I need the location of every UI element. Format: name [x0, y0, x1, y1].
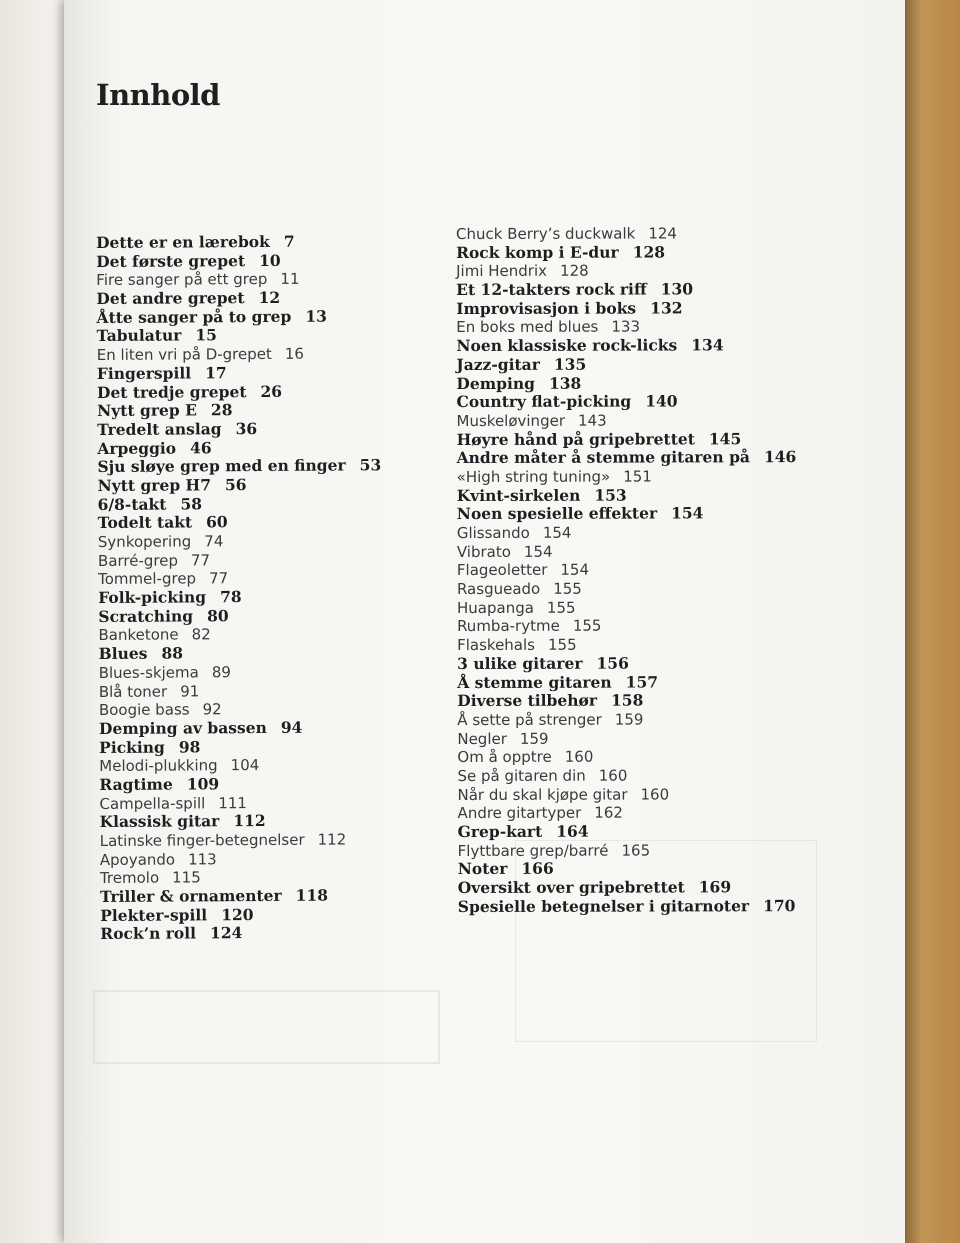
toc-entry-title: Noter [457, 859, 508, 879]
toc-entry [458, 841, 798, 861]
toc-entry-page: 155 [572, 617, 602, 636]
toc-entry-page: 36 [235, 418, 258, 439]
toc-entry [97, 344, 381, 364]
toc-entry-title: Det andre grepet [96, 288, 245, 309]
toc-entry-title: Country flat-picking [456, 391, 632, 412]
toc-entry-title: Blues [98, 643, 148, 664]
toc-entry-page: 146 [763, 447, 797, 467]
toc-entry-title: Tabulatur [96, 325, 182, 346]
toc-entry-title: Tredelt anslag [97, 419, 222, 439]
toc-entry [456, 243, 796, 263]
toc-entry [100, 905, 384, 925]
toc-entry [99, 662, 383, 682]
toc-entry-page: 156 [596, 653, 629, 673]
toc-entry-page: 140 [645, 391, 678, 411]
toc-entry-title: Blå toner [98, 682, 168, 701]
toc-entry-page: 162 [594, 803, 623, 822]
toc-entry-title: Jazz-gitar [456, 354, 540, 374]
toc-entry [99, 774, 383, 794]
toc-entry-title: Å stemme gitaren [457, 672, 612, 692]
toc-entry-title: Ragtime [99, 774, 173, 794]
toc-entry-title: Triller & ornamenter [99, 885, 282, 907]
toc-entry-page: 151 [623, 467, 652, 486]
toc-entry-page: 155 [553, 579, 582, 598]
toc-entry [100, 830, 384, 850]
toc-entry [456, 261, 796, 281]
toc-entry [98, 569, 382, 589]
toc-entry-page: 169 [698, 877, 732, 897]
toc-entry-page: 98 [178, 736, 201, 757]
toc-entry [100, 849, 384, 869]
toc-entry-page: 124 [209, 923, 243, 943]
toc-entry-page: 165 [621, 841, 651, 860]
toc-left-column [96, 232, 384, 944]
toc-entry [96, 307, 380, 327]
toc-entry-title: Picking [99, 737, 165, 757]
toc-entry-title: 6/8-takt [97, 494, 167, 514]
toc-entry-page: 155 [546, 598, 576, 617]
toc-entry [456, 336, 796, 356]
toc-entry-page: 133 [611, 317, 641, 337]
toc-entry-page: 154 [560, 561, 590, 580]
toc-entry [97, 326, 381, 346]
toc-entry-page: 15 [195, 325, 217, 345]
toc-entry [458, 859, 798, 879]
toc-entry [457, 673, 797, 693]
toc-entry-page: 46 [190, 437, 212, 457]
toc-entry-page: 160 [564, 747, 594, 766]
toc-entry-title: Høyre hånd på gripebrettet [456, 428, 695, 449]
toc-entry-title: Se på gitaren din [457, 766, 586, 785]
toc-entry-title: Å sette på strenger [457, 710, 602, 729]
toc-right-column [456, 224, 798, 916]
toc-entry-page: 74 [204, 532, 224, 551]
toc-entry-page: 112 [233, 811, 266, 831]
toc-entry [457, 542, 797, 562]
toc-entry-page: 157 [625, 671, 659, 692]
toc-entry [457, 504, 797, 524]
toc-entry [97, 363, 381, 383]
toc-entry [100, 812, 384, 832]
toc-entry-page: 154 [671, 503, 704, 523]
toc-entry-title: Oversikt over gripebrettet [457, 877, 685, 898]
toc-entry-title: Glissando [456, 523, 530, 542]
toc-entry-title: Grep-kart [457, 821, 543, 841]
toc-entry-title: Noen spesielle effekter [456, 503, 658, 524]
toc-entry [458, 897, 798, 917]
toc-entry-title: Muskeløvinger [456, 411, 566, 430]
toc-entry-title: Tommel-grep [98, 569, 197, 589]
toc-entry-page: 130 [660, 279, 694, 299]
toc-entry-title: Rumba-rytme [457, 617, 560, 636]
toc-entry [99, 793, 383, 813]
toc-entry [456, 355, 796, 375]
toc-entry-page: 26 [260, 381, 283, 401]
toc-entry [97, 457, 381, 477]
toc-entry [457, 430, 797, 450]
toc-entry [99, 737, 383, 757]
toc-entry-title: Boogie bass [98, 700, 190, 720]
toc-entry-page: 78 [219, 587, 242, 607]
toc-entry-title: Synkopering [97, 532, 192, 551]
toc-entry-title: Folk-picking [98, 587, 207, 608]
toc-entry [96, 232, 380, 252]
toc-entry-title: Blues-skjema [98, 663, 199, 682]
toc-entry-title: Når du skal kjøpe gitar [457, 785, 628, 804]
table-background [905, 0, 960, 1243]
toc-entry [457, 448, 797, 468]
toc-entry [457, 486, 797, 506]
toc-entry-title: Det første grepet [96, 250, 246, 271]
toc-entry [457, 598, 797, 618]
toc-entry-title: Andre gitartyper [457, 803, 582, 823]
toc-entry-page: 143 [577, 411, 607, 430]
toc-entry-page: 145 [708, 428, 742, 448]
toc-entry-title: Spesielle betegnelser i gitarnoter [457, 895, 750, 916]
toc-entry-page: 160 [598, 766, 628, 785]
toc-entry [98, 606, 382, 626]
toc-entry [99, 681, 383, 701]
toc-entry [457, 654, 797, 674]
toc-entry [456, 411, 796, 431]
toc-entry [457, 785, 797, 805]
toc-entry-title: 3 ulike gitarer [457, 653, 583, 673]
toc-entry [99, 643, 383, 663]
toc-entry-title: Apoyando [99, 850, 176, 869]
toc-entry [100, 868, 384, 888]
toc-entry-page: 91 [180, 681, 200, 700]
toc-entry-page: 94 [280, 717, 303, 737]
toc-entry-page: 138 [548, 373, 582, 393]
toc-entry-page: 159 [614, 710, 644, 729]
toc-entry [457, 467, 797, 487]
toc-entry-page: 154 [542, 523, 572, 542]
toc-entry [97, 382, 381, 402]
toc-entry-page: 89 [211, 662, 231, 682]
toc-entry-title: Plekter-spill [100, 905, 208, 925]
toc-entry-page: 153 [594, 485, 627, 505]
toc-entry-title: Chuck Berry’s duckwalk [456, 224, 636, 243]
toc-entry-page: 16 [284, 344, 305, 363]
toc-entry-page: 77 [208, 569, 229, 588]
toc-entry-title: Nytt grep H7 [97, 475, 212, 495]
toc-entry-title: Scratching [98, 606, 194, 626]
toc-entry-page: 56 [224, 475, 247, 495]
toc-entry-page: 80 [206, 605, 229, 626]
toc-entry-page: 13 [305, 306, 327, 326]
toc-entry [457, 560, 797, 580]
toc-entry-title: Om å opptre [457, 748, 552, 767]
toc-entry [98, 513, 382, 533]
toc-entry-page: 109 [186, 774, 220, 794]
toc-entry-title: Åtte sanger på to grep [96, 306, 292, 327]
toc-entry-title: Rasgueado [456, 579, 541, 599]
toc-entry-page: 53 [359, 455, 382, 475]
toc-entry-page: 118 [295, 885, 329, 905]
toc-entry-title: Improvisasjon i boks [456, 298, 637, 318]
toc-entry-title: Negler [457, 729, 507, 748]
toc-entry [456, 224, 796, 244]
toc-entry-page: 135 [553, 354, 587, 374]
toc-entry-page: 17 [205, 363, 227, 383]
toc-entry [457, 617, 797, 637]
toc-entry-title: Huapanga [456, 598, 534, 617]
toc-entry [97, 475, 381, 495]
toc-entry [456, 392, 796, 412]
toc-entry-page: 159 [519, 729, 549, 748]
toc-entry [457, 523, 797, 543]
toc-entry-title: Flyttbare grep/barré [457, 841, 609, 860]
toc-entry [456, 299, 796, 319]
toc-entry-page: 10 [259, 250, 281, 270]
toc-entry-page: 112 [317, 830, 347, 849]
toc-entry-title: Fire sanger på ett grep [96, 270, 268, 290]
toc-entry [456, 374, 796, 394]
toc-entry [98, 494, 382, 514]
toc-entry [99, 718, 383, 738]
toc-entry [98, 625, 382, 645]
toc-entry-page: 160 [640, 785, 670, 804]
toc-entry-title: Klassisk gitar [99, 811, 220, 832]
toc-entry-page: 154 [523, 542, 553, 561]
toc-entry-title: Sju sløye grep med en finger [97, 455, 346, 477]
toc-entry-page: 113 [187, 849, 217, 869]
toc-entry-page: 164 [556, 821, 589, 841]
toc-entry-page: 132 [650, 298, 683, 318]
toc-entry [457, 635, 797, 655]
toc-entry-title: Latinske finger-betegnelser [99, 830, 305, 850]
toc-entry-page: 115 [172, 868, 201, 887]
toc-entry-page: 111 [218, 793, 247, 812]
toc-entry [97, 419, 381, 439]
toc-entry-page: 7 [283, 231, 295, 251]
toc-entry-title: Noen klassiske rock-licks [456, 335, 678, 356]
toc-entry [457, 579, 797, 599]
toc-entry-title: En liten vri på D-grepet [96, 345, 272, 365]
toc-entry-title: Flageoletter [456, 561, 548, 580]
toc-entry [457, 766, 797, 786]
toc-entry [98, 587, 382, 607]
toc-entry [98, 550, 382, 570]
toc-entry-title: «High string tuning» [456, 467, 611, 486]
toc-entry [96, 288, 380, 308]
toc-entry [456, 318, 796, 338]
toc-entry-title: Et 12-takters rock riff [456, 279, 647, 300]
toc-entry-page: 60 [206, 512, 228, 532]
page-title: Innhold [96, 78, 220, 112]
toc-entry-title: Tremolo [99, 869, 160, 888]
toc-entry-title: Barré-grep [97, 551, 179, 570]
toc-entry-page: 124 [648, 224, 677, 243]
toc-entry-page: 82 [191, 625, 211, 644]
toc-entry-page: 166 [521, 859, 554, 879]
toc-entry-title: Flaskehals [457, 635, 535, 655]
toc-entry-title: Todelt takt [97, 512, 193, 533]
toc-entry-title: Demping [456, 373, 535, 393]
toc-entry-page: 128 [632, 242, 666, 262]
toc-entry [100, 886, 384, 906]
toc-entry-page: 11 [280, 270, 300, 289]
toc-entry-page: 158 [610, 690, 644, 710]
toc-entry-page: 77 [190, 550, 211, 570]
toc-entry [96, 270, 380, 290]
toc-entry-title: Jimi Hendrix [456, 262, 548, 281]
toc-entry-title: Diverse tilbehør [457, 690, 598, 711]
toc-entry [458, 803, 798, 823]
toc-entry [457, 710, 797, 730]
toc-entry-page: 12 [258, 287, 281, 308]
toc-entry-page: 170 [763, 895, 796, 915]
toc-entry [457, 729, 797, 749]
toc-entry-title: Det tredje grepet [96, 381, 247, 402]
toc-entry-title: Vibrato [456, 542, 511, 561]
toc-entry-page: 155 [547, 635, 577, 654]
toc-entry-title: Rock komp i E-dur [456, 242, 619, 262]
toc-entry-page: 92 [202, 700, 222, 719]
toc-entry-title: Arpeggio [97, 438, 177, 458]
toc-entry-title: Kvint-sirkelen [456, 485, 581, 505]
toc-entry [458, 822, 798, 842]
toc-entry-title: Andre måter å stemme gitaren på [456, 447, 750, 468]
toc-entry-title: Banketone [98, 625, 179, 645]
toc-entry-title: En boks med blues [456, 318, 599, 337]
toc-entry-page: 134 [691, 335, 724, 355]
toc-entry-title: Melodi-plukking [99, 756, 218, 776]
toc-entry [99, 756, 383, 776]
toc-entry [458, 878, 798, 898]
toc-entry [98, 531, 382, 551]
toc-entry [99, 699, 383, 719]
toc-entry-page: 28 [210, 400, 233, 420]
toc-entry-page: 104 [230, 756, 260, 775]
toc-entry [457, 747, 797, 767]
toc-entry [97, 400, 381, 420]
toc-entry-title: Dette er en lærebok [95, 231, 270, 252]
toc-entry [456, 280, 796, 300]
toc-entry-title: Nytt grep E [97, 400, 197, 421]
toc-entry-title: Rock’n roll [100, 923, 197, 944]
toc-entry-page: 88 [161, 643, 184, 663]
toc-entry-title: Campella-spill [99, 793, 206, 813]
toc-entry [457, 691, 797, 711]
toc-entry-page: 120 [221, 904, 254, 924]
toc-entry-title: Fingerspill [96, 363, 192, 383]
toc-entry [96, 251, 380, 271]
toc-entry-title: Demping av bassen [98, 717, 267, 738]
toc-entry-page: 128 [559, 262, 589, 281]
toc-entry-page: 58 [180, 493, 203, 514]
toc-entry [100, 924, 384, 944]
